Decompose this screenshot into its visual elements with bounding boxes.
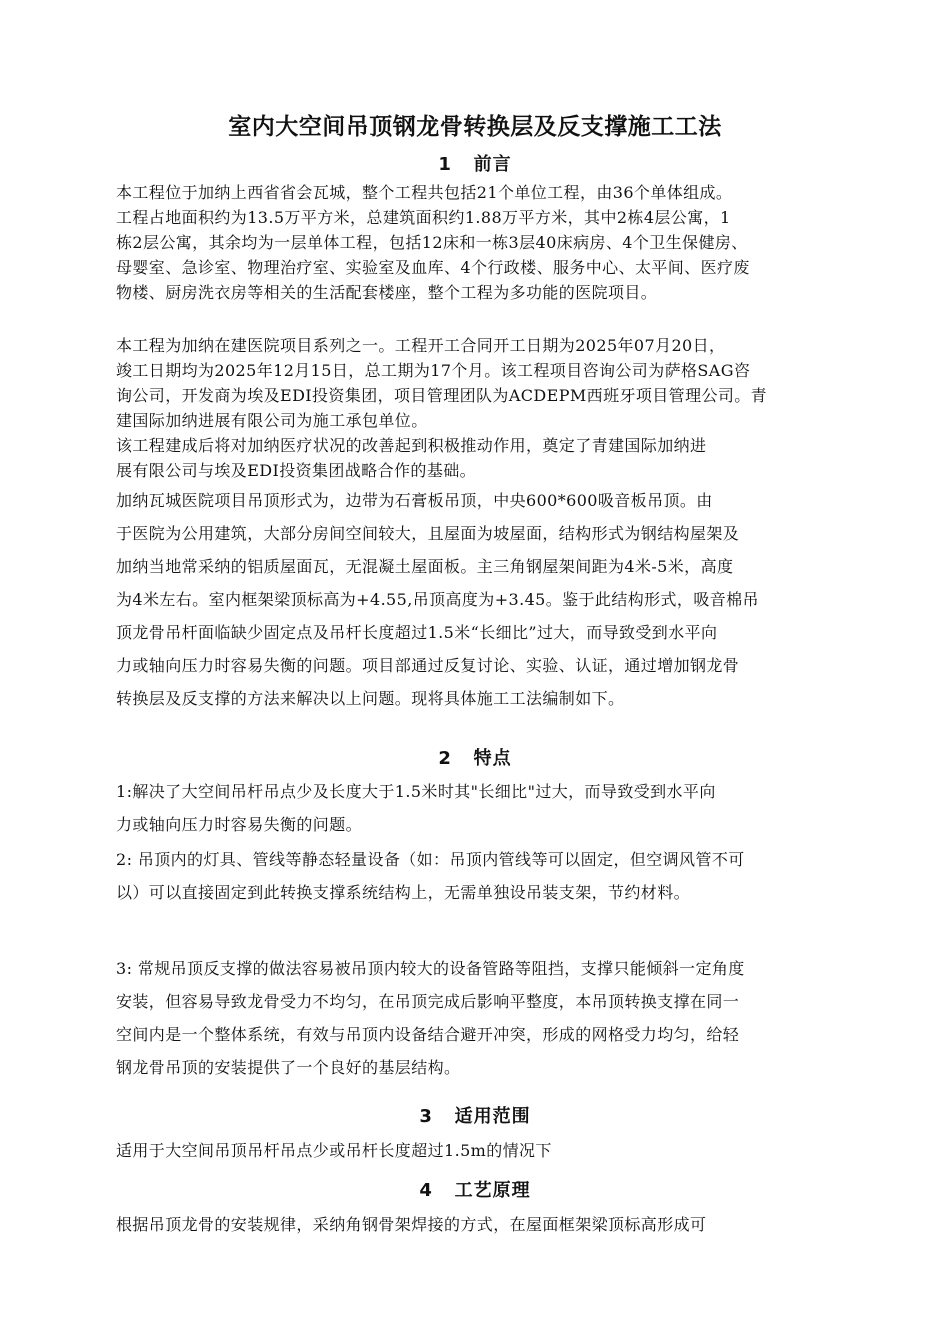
document-title: 室内大空间吊顶钢龙骨转换层及反支撑施工工法 <box>228 114 722 140</box>
text-line: 2: 吊顶内的灯具、管线等静态轻量设备（如：吊顶内管线等可以固定，但空调风管不可 <box>116 850 745 869</box>
text-line: 展有限公司与埃及EDI投资集团战略合作的基础。 <box>116 461 477 480</box>
paragraph-1-1 <box>116 180 856 305</box>
text-line: 物楼、厨房洗衣房等相关的生活配套楼座，整个工程为多功能的医院项目。 <box>116 283 658 302</box>
text-line: 安装，但容易导致龙骨受力不均匀，在吊顶完成后影响平整度，本吊顶转换支撑在同一 <box>116 992 740 1011</box>
text-line: 空间内是一个整体系统，有效与吊顶内设备结合避开冲突，形成的网格受力均匀，给轻 <box>116 1025 740 1044</box>
section-heading-2: 2 特点 <box>438 748 512 769</box>
text-line: 3: 常规吊顶反支撑的做法容易被吊顶内较大的设备管路等阻挡，支撑只能倾斜一定角度 <box>116 959 745 978</box>
section-heading-3: 3 适用范围 <box>419 1106 531 1127</box>
text-line: 竣工日期均为2025年12月15日，总工期为17个月。该工程项目咨询公司为萨格SAG咨 <box>116 361 751 380</box>
text-line: 转换层及反支撑的方法来解决以上问题。现将具体施工工法编制如下。 <box>116 689 625 708</box>
paragraph-2-2 <box>116 843 856 909</box>
text-line: 本工程为加纳在建医院项目系列之一。工程开工合同开工日期为2025年07月20日， <box>116 336 726 355</box>
text-line: 为4米左右。室内框架梁顶标高为+4.55,吊顶高度为+3.45。鉴于此结构形式，吸音棉吊 <box>116 590 759 609</box>
paragraph-2-1 <box>116 775 856 841</box>
text-line: 于医院为公用建筑，大部分房间空间较大，且屋面为坡屋面，结构形式为钢结构屋架及 <box>116 524 740 543</box>
text-line: 根据吊顶龙骨的安装规律，采纳角钢骨架焊接的方式，在屋面框架梁顶标高形成可 <box>116 1215 707 1234</box>
text-line: 加纳瓦城医院项目吊顶形式为，边带为石膏板吊顶，中央600*600吸音板吊顶。由 <box>116 491 713 510</box>
text-line: 该工程建成后将对加纳医疗状况的改善起到积极推动作用，奠定了青建国际加纳进 <box>116 436 707 455</box>
text-line: 力或轴向压力时容易失衡的问题。 <box>116 815 363 834</box>
text-line: 钢龙骨吊顶的安装提供了一个良好的基层结构。 <box>116 1058 461 1077</box>
section-heading-1: 1 前言 <box>438 154 512 175</box>
text-line: 适用于大空间吊顶吊杆吊点少或吊杆长度超过1.5m的情况下 <box>116 1141 552 1160</box>
text-line: 询公司，开发商为埃及EDI投资集团，项目管理团队为ACDEPM西班牙项目管理公司。青 <box>116 386 768 405</box>
paragraph-1-2 <box>116 333 856 433</box>
text-line: 栋2层公寓，其余均为一层单体工程，包括12床和一栋3层40床病房、4个卫生保健房、 <box>116 233 748 252</box>
paragraph-2-3 <box>116 952 856 1084</box>
text-line: 工程占地面积约为13.5万平方米，总建筑面积约1.88万平方米，其中2栋4层公寓，1 <box>116 208 731 227</box>
text-line: 以）可以直接固定到此转换支撑系统结构上，无需单独设吊装支架，节约材料。 <box>116 883 691 902</box>
text-line: 顶龙骨吊杆面临缺少固定点及吊杆长度超过1.5米“长细比”过大，而导致受到水平向 <box>116 623 718 642</box>
text-line: 1:解决了大空间吊杆吊点少及长度大于1.5米时其"长细比"过大，而导致受到水平向 <box>116 782 716 801</box>
paragraph-1-4 <box>116 484 856 715</box>
text-line: 本工程位于加纳上西省省会瓦城，整个工程共包括21个单位工程，由36个单体组成。 <box>116 183 733 202</box>
text-line: 力或轴向压力时容易失衡的问题。项目部通过反复讨论、实验、认证，通过增加钢龙骨 <box>116 656 740 675</box>
text-line: 母婴室、急诊室、物理治疗室、实验室及血库、4个行政楼、服务中心、太平间、医疗废 <box>116 258 750 277</box>
paragraph-1-3 <box>116 433 856 483</box>
paragraph-4-1 <box>116 1212 856 1237</box>
text-line: 加纳当地常采纳的铝质屋面瓦，无混凝土屋面板。主三角钢屋架间距为4米-5米，高度 <box>116 557 734 576</box>
text-line: 建国际加纳进展有限公司为施工承包单位。 <box>116 411 428 430</box>
section-heading-4: 4 工艺原理 <box>419 1180 531 1201</box>
paragraph-3-1 <box>116 1138 856 1163</box>
